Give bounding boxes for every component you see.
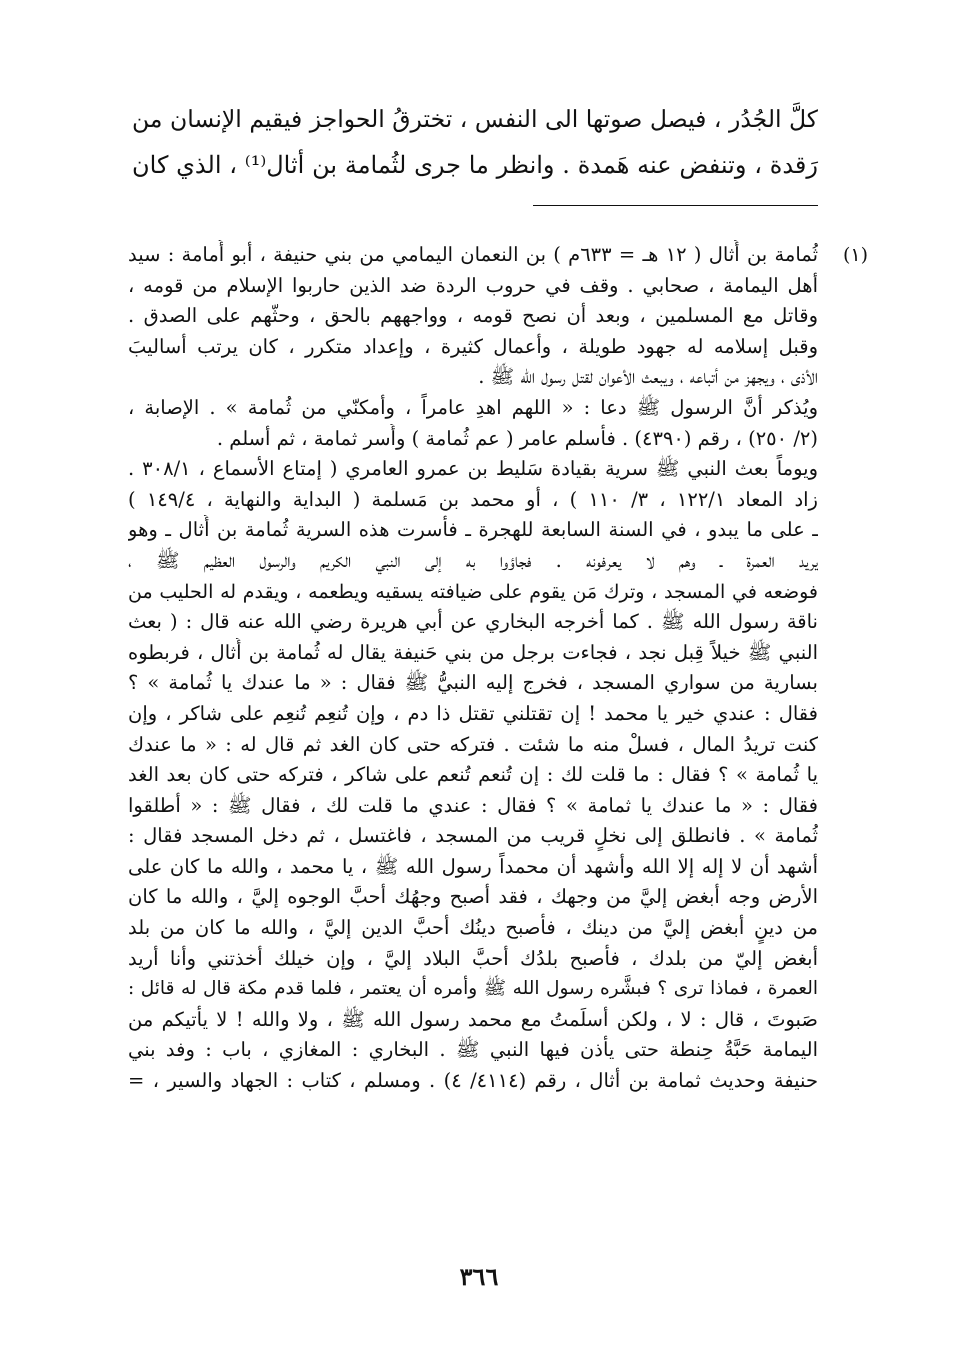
footnote-line: ـ على ما يبدو ، في السنة السابعة للهجرة ـ فأسرت هذه السرية ثُمامة بن أُثال ـ وهو: [128, 518, 818, 542]
footnote-line: يريد العمرة ـ وهم لا يعرفونه . فجاؤوا به إلى النبي الكريم والرسول العظيم ﷺ ،: [128, 548, 818, 572]
footnote-line: فقال : « ما عندك يا ثمامة » ؟ فقال : عندي ما قلت لك ، فقال ﷺ : « أطلقوا: [128, 793, 818, 817]
footnote-line: فقال : عندي خير يا محمد ! إن تقتلني تقتل ذا دم ، وإن تُنعِم تُنعِم على شاكر ، وإن: [128, 701, 818, 725]
footnote-line: العمرة ، فماذا ترى ؟ فبشَّره رسول الله ﷺ وأمره أن يعتمر ، فلما قدم مكة قال له قائل :: [128, 978, 818, 1000]
footnote-line: بسارية من سواري المسجد ، فخرج إليه النبيُّ ﷺ فقال : « ما عندك يا ثُمامة » ؟: [128, 671, 818, 695]
footnote-line: يا ثُمامة » ؟ فقال : ما قلت لك : إن تُنعم تُنعم على شاكر ، فتركه حتى كان بعد الغد: [128, 763, 818, 787]
footnote-line: ويُذكر أنَّ الرسول ﷺ دعا : « اللهم اهدِ عامراً ، وأمكنّي من ثُمامة » . الإصابة ،: [128, 395, 818, 419]
footnote-line: ثُمامة » . فانطلق إلى نخلٍ قريب من المسجد ، فاغتسل ، ثم دخل المسجد فقال :: [128, 824, 818, 848]
footnote-line: حنيفة وحديث ثمامة بن أثال ، رقم (٤١١٤/ ٤) . ومسلم ، كتاب : الجهاد والسير ، =: [128, 1069, 818, 1093]
footnote-line: وقبل إسلامه له جهود طويلة ، وأعمال كثيرة ، وإعداد متكرر ، كان يرتب أساليبَ: [128, 334, 818, 358]
footnote-line: (٢/ ٢٥٠) ، رقم (٤٣٩٠) . فأسلم عامر ( عم ثُمامة ) وأُسر ثمامة ، ثم أسلم .: [216, 426, 818, 450]
footnote-line: أهل اليمامة ، صحابي . وقف في حروب الردة ضد الذين حاربوا الإسلام من قومه ،: [128, 273, 818, 297]
main-text: [132, 96, 818, 188]
footnote-line: ناقة رسول الله ﷺ . كما أخرجه البخاري عن أبي هريرة رضي الله عنه قال : ( بعث: [128, 610, 818, 634]
footnote-line: النبي ﷺ خيلاً قِبل نجد ، فجاءت برجل من بني حَنيفة يقال له ثُمامة بن أُثال ، فربطوه: [128, 640, 818, 664]
footnote-line: ثُمامة بن أُثال ( ١٢ هـ = ٦٣٣م ) بن النعمان اليمامي من بني حنيفة ، أبو أُمامة : سيد: [128, 243, 818, 266]
footnote: [128, 240, 868, 1097]
main-text-line: رَقدة ، وتنفض عنه هَمدة . وانظر ما جرى لثُمامة بن أثال⁽¹⁾ ، الذي كان: [132, 151, 818, 179]
footnote-line: من دينٍ أبغض إليَّ من دينك ، فأصبح دينُك أحبَّ الدين إليَّ ، والله ما كان من بلد: [128, 916, 818, 940]
main-text-line: كلَّ الجُدُر ، فيصل صوتها الى النفس ، تخترقُ الحواجز فيقيم الإنسان من: [132, 105, 818, 133]
footnote-body: [128, 240, 818, 1097]
footnote-line: صَبوتَ ، قال : لا ، ولكن أسلَمتُ مع محمد رسول الله ﷺ ، ولا والله ! لا يأتيكم من: [128, 1007, 818, 1031]
footnote-line: كنت تريدُ المال ، فسلْ منه ما شئت . فتركه حتى كان الغد ثم قال له : « ما عندك: [128, 732, 818, 756]
footnote-marker: (١): [842, 244, 868, 266]
footnote-line: اليمامة حَبَّةُ حِنطة حتى يأذن فيها النبي ﷺ . البخاري : المغازي ، باب : وفد بني: [128, 1038, 818, 1062]
footnote-line: الأذى ، ويجهز من أتباعه ، ويبعث الأعوان لقتل رسول الله ﷺ .: [478, 365, 818, 389]
footnote-line: زاد المعاد ١٢٢/١ ، ٣/ ١١٠ ) ، أو محمد بن مَسلمة ( البداية والنهاية ، ١٤٩/٤ ): [128, 487, 818, 511]
footnote-separator: [533, 205, 818, 206]
footnote-line: أبغض إليّ من بلدك ، فأصبح بلدُك أحبَّ البلاد إليَّ ، وإن خيلك أخذتني وأنا أريد: [128, 946, 818, 970]
footnote-line: وقاتل مع المسلمين ، وبعد أن نصح قومه ، وواجههم بالحق ، وحثّهم على الصدق .: [128, 304, 818, 328]
footnote-line: فوضعه في المسجد ، وترك مَن يقوم على ضيافته يسقيه ويطعمه ، ويقدم له الحليب من: [128, 580, 818, 603]
footnote-line: الأرض وجه أبغض إليَّ من وجهك ، فقد أصبح وجهُك أحبَّ الوجوه إليَّ ، والله ما كان: [128, 885, 818, 909]
footnote-line: ويوماً بعث النبي ﷺ سرية بقيادة سَليط بن عمرو العامري ( إمتاع الأسماع ، ٣٠٨/١ .: [128, 457, 818, 481]
page-number: ٣٦٦: [459, 1262, 499, 1291]
footnote-line: أشهد أن لا إله إلا الله وأشهد أن محمداً رسول الله ﷺ ، يا محمد ، والله ما كان على: [128, 854, 818, 878]
